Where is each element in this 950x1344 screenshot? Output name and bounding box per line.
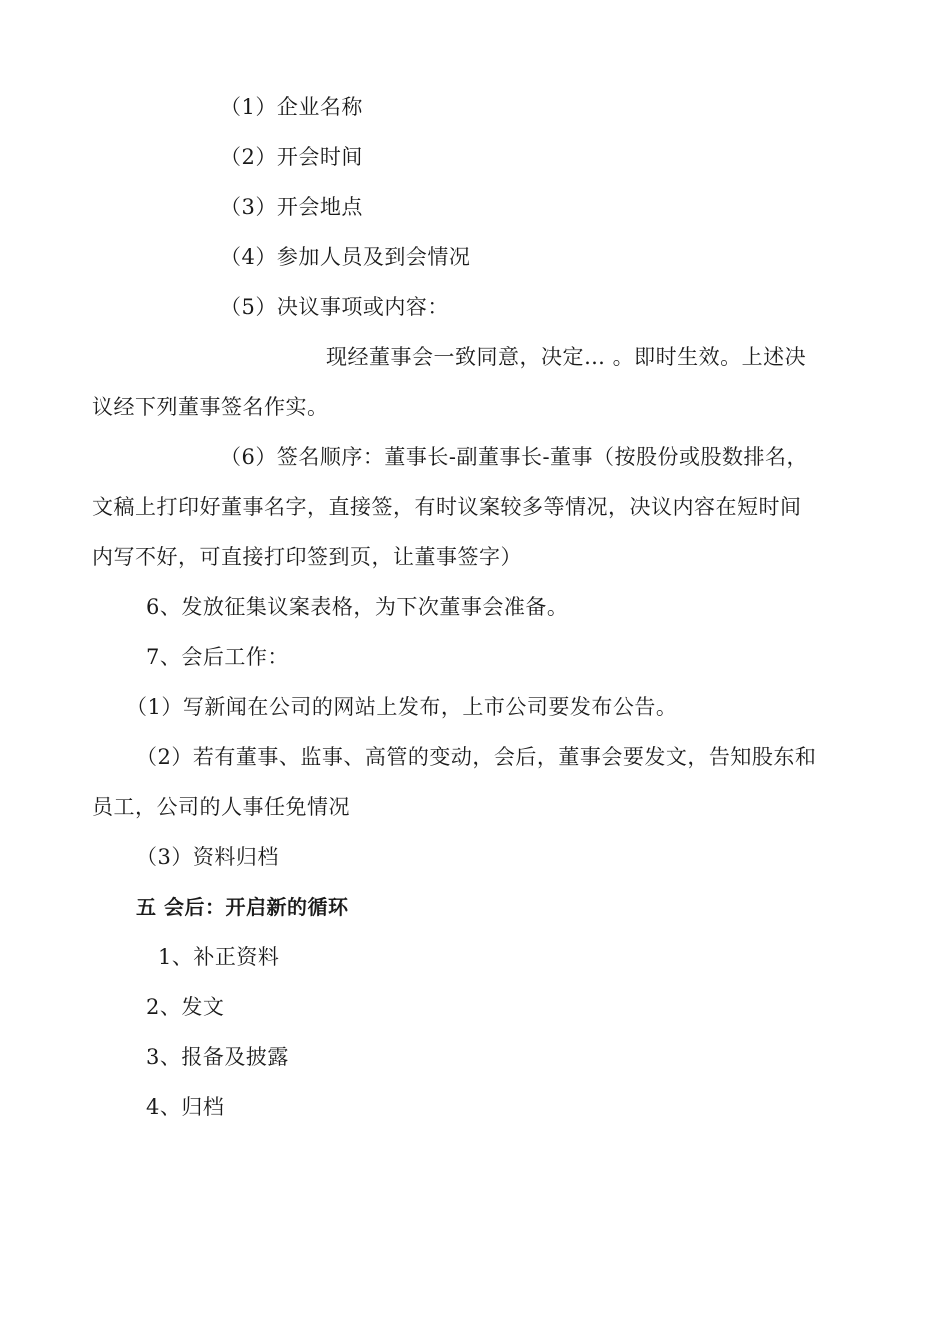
meeting-item-location: （3）开会地点 <box>220 195 363 219</box>
after-work-item-2-line-2: 员工，公司的人事任免情况 <box>92 795 350 819</box>
after-work-item-2-line-1: （2）若有董事、监事、高管的变动，会后，董事会要发文，告知股东和 <box>136 745 817 769</box>
step-7: 7、会后工作： <box>146 645 289 669</box>
section-five-item-3: 3、报备及披露 <box>146 1045 289 1069</box>
section-five-heading: 五 会后：开启新的循环 <box>136 895 349 919</box>
resolution-text-line-1: 现经董事会一致同意，决定… 。即时生效。上述决 <box>326 345 807 369</box>
section-five-item-4: 4、归档 <box>146 1095 225 1119</box>
after-work-item-3: （3）资料归档 <box>136 845 279 869</box>
section-five-item-2: 2、发文 <box>146 995 225 1019</box>
meeting-item-resolutions: （5）决议事项或内容： <box>220 295 449 319</box>
meeting-item-company-name: （1）企业名称 <box>220 95 363 119</box>
signature-order-line-2: 文稿上打印好董事名字，直接签，有时议案较多等情况，决议内容在短时间 <box>92 495 802 519</box>
section-five-item-1: 1、补正资料 <box>158 945 280 969</box>
after-work-item-1: （1）写新闻在公司的网站上发布，上市公司要发布公告。 <box>126 695 678 719</box>
step-6: 6、发放征集议案表格，为下次董事会准备。 <box>146 595 569 619</box>
resolution-text-line-2: 议经下列董事签名作实。 <box>92 395 329 419</box>
meeting-item-time: （2）开会时间 <box>220 145 363 169</box>
signature-order-line-3: 内写不好，可直接打印签到页，让董事签字） <box>92 545 522 569</box>
meeting-item-attendees: （4）参加人员及到会情况 <box>220 245 471 269</box>
signature-order-line-1: （6）签名顺序：董事长-副董事长-董事（按股份或股数排名， <box>220 445 809 469</box>
